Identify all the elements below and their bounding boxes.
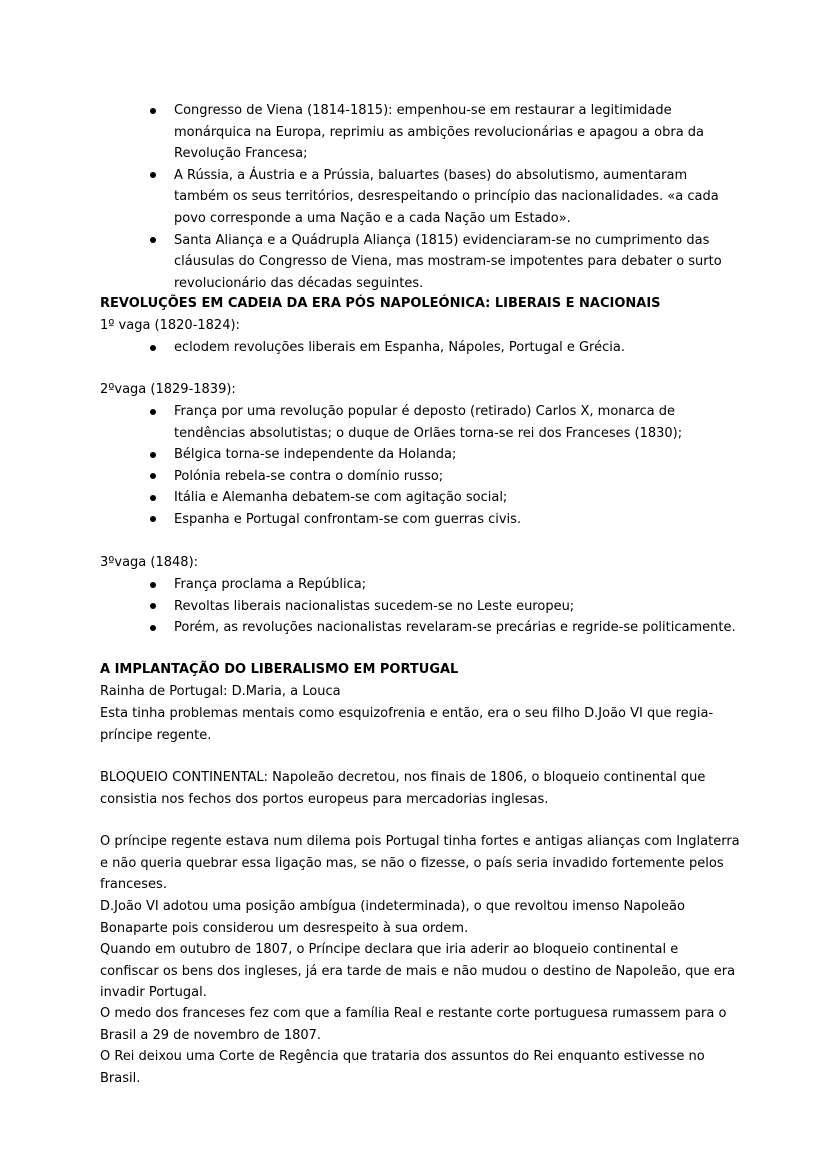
paragraph-rainha: Rainha de Portugal: D.Maria, a Louca	[100, 684, 341, 699]
vaga3-bullet-list	[100, 574, 740, 639]
list-item: Santa Aliança e a Quádrupla Aliança (1815) evidenciaram-se no cumprimento das cláusulas do Congresso de Viena, mas mostram-se impotentes para debater o surto revolucionário das décadas seguintes.	[100, 230, 740, 295]
list-item: Porém, as revoluções nacionalistas revelaram-se precárias e regride-se politicamente.	[100, 617, 740, 639]
vaga1-bullet-list	[100, 337, 740, 359]
list-item: Bélgica torna-se independente da Holanda;	[100, 444, 740, 466]
paragraph-dilema: O príncipe regente estava num dilema pois Portugal tinha fortes e antigas alianças com Inglaterra e não queria quebrar essa ligação mas, se não o fizesse, o país seria invadido fortemente pelos franceses.	[100, 834, 740, 893]
list-item: França por uma revolução popular é deposto (retirado) Carlos X, monarca de tendências absolutistas; o duque de Orlães torna-se rei dos Franceses (1830);	[100, 401, 740, 444]
list-item: eclodem revoluções liberais em Espanha, Nápoles, Portugal e Grécia.	[100, 337, 740, 359]
list-item: Espanha e Portugal confrontam-se com guerras civis.	[100, 509, 740, 531]
list-item: Congresso de Viena (1814-1815): empenhou-se em restaurar a legitimidade monárquica na Europa, reprimiu as ambições revolucionárias e apagou a obra da Revolução Francesa;	[100, 100, 740, 165]
paragraph-medo: O medo dos franceses fez com que a família Real e restante corte portuguesa rumassem para o Brasil a 29 de novembro de 1807.	[100, 1006, 727, 1043]
intro-bullet-list	[100, 100, 740, 294]
paragraph-corte: O Rei deixou uma Corte de Regência que trataria dos assuntos do Rei enquanto estivesse no Brasil.	[100, 1049, 705, 1086]
section-heading-revolucoes: REVOLUÇÕES EM CADEIA DA ERA PÓS NAPOLEÓNICA: LIBERAIS E NACIONAIS	[100, 296, 661, 311]
paragraph-bloqueio: BLOQUEIO CONTINENTAL: Napoleão decretou, nos finais de 1806, o bloqueio continental que consistia nos fechos dos portos europeus para mercadorias inglesas.	[100, 770, 706, 807]
section-heading-liberalismo: A IMPLANTAÇÃO DO LIBERALISMO EM PORTUGAL	[100, 662, 459, 677]
list-item: França proclama a República;	[100, 574, 740, 596]
list-item: Polónia rebela-se contra o domínio russo;	[100, 466, 740, 488]
list-item: Itália e Alemanha debatem-se com agitação social;	[100, 487, 740, 509]
list-item: A Rússia, a Áustria e a Prússia, baluartes (bases) do absolutismo, aumentaram também os seus territórios, desrespeitando o princípio das nacionalidades. «a cada povo corresponde a uma Nação e a cada Nação um Estado».	[100, 165, 740, 230]
vaga2-label: 2ºvaga (1829-1839):	[100, 382, 236, 397]
paragraph-regente: Esta tinha problemas mentais como esquizofrenia e então, era o seu filho D.João VI que regia- príncipe regente.	[100, 706, 714, 743]
paragraph-ambigua: D.João VI adotou uma posição ambígua (indeterminada), o que revoltou imenso Napoleão Bonaparte pois considerou um desrespeito à sua ordem.	[100, 899, 685, 936]
paragraph-outubro: Quando em outubro de 1807, o Príncipe declara que iria aderir ao bloqueio continental e confiscar os bens dos ingleses, já era tarde de mais e não mudou o destino de Napoleão, que era invadir Portugal.	[100, 942, 736, 1001]
list-item: Revoltas liberais nacionalistas sucedem-se no Leste europeu;	[100, 596, 740, 618]
vaga1-label: 1º vaga (1820-1824):	[100, 318, 240, 333]
vaga2-bullet-list	[100, 401, 740, 531]
vaga3-label: 3ºvaga (1848):	[100, 555, 199, 570]
